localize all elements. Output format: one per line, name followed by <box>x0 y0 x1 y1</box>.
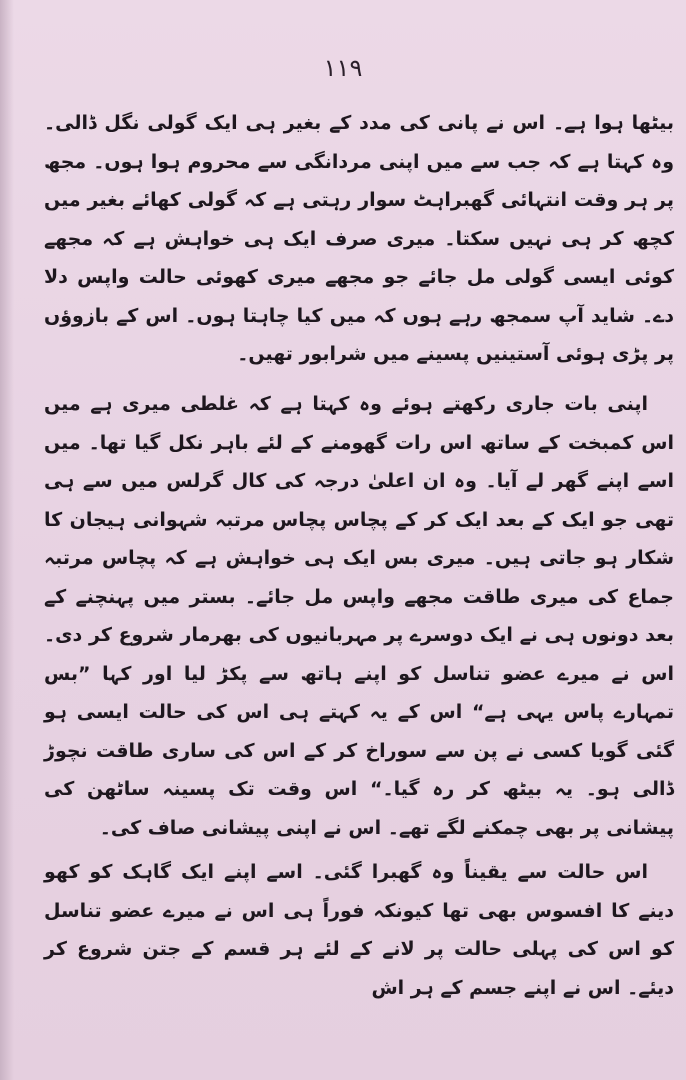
paragraph-2: اپنی بات جاری رکھتے ہوئے وہ کہتا ہے کہ غلطی میری ہے میں اس کمبخت کے ساتھ اس رات گھومنے کے لئے باہر نکل گیا تھا۔ میں اسے اپنے گھر لے آیا۔ وہ ان اعلیٰ درجہ کی کال گرلس میں سے ہی تھی جو ایک کے بعد ایک کر کے پچاس پچاس مرتبہ شہوانی ہیجان کا شکار ہو جاتی ہیں۔ میری بس ایک ہی خواہش ہے کہ پچاس مرتبہ جماع کی میری طاقت مجھے واپس مل جائے۔ بستر میں پہنچنے کے بعد دونوں ہی نے ایک دوسرے پر مہربانیوں کی بھرمار شروع کر دی۔ اس نے میرے عضو تناسل کو اپنے ہاتھ سے پکڑ لیا اور کہا ”بس تمہارے پاس یہی ہے“ اس کے یہ کہتے ہی اس کی حالت ایسی ہو گئی گویا کسی نے پن سے سوراخ کر کے اس کی ساری طاقت نچوڑ ڈالی ہو۔ یہ بیٹھ کر رہ گیا۔“ اس وقت تک پسینہ ساٹھن کی پیشانی پر بھی چمکنے لگے تھے۔ اس نے اپنی پیشانی صاف کی۔ <box>44 393 674 839</box>
paragraph-3: اس حالت سے یقیناً وہ گھبرا گئی۔ اسے اپنے ایک گاہک کو کھو دینے کا افسوس بھی تھا کیونکہ فوراً ہی اس نے میرے عضو تناسل کو اس کی پہلی حالت پر لانے کے لئے ہر قسم کے جتن شروع کر دیئے۔ اس نے اپنے جسم کے ہر اش <box>44 861 674 999</box>
page-number: ۱۱۹ <box>323 54 363 82</box>
paragraph-1: بیٹھا ہوا ہے۔ اس نے پانی کی مدد کے بغیر ہی ایک گولی نگل ڈالی۔ وہ کہتا ہے کہ جب سے میں اپنی مردانگی سے محروم ہوا ہوں۔ مجھ پر ہر وقت انتہائی گھبراہٹ سوار رہتی ہے کہ گولی کھائے بغیر میں کچھ کر ہی نہیں سکتا۔ میری صرف ایک ہی خواہش ہے کہ مجھے کوئی ایسی گولی مل جائے جو مجھے میری کھوئی حالت واپس دلا دے۔ شاید آپ سمجھ رہے ہوں کہ میں کیا چاہتا ہوں۔ اس کے بازوؤں پر پڑی ہوئی آستینیں پسینے میں شرابور تھیں۔ <box>44 112 674 365</box>
page-spine-shadow <box>0 0 14 1080</box>
